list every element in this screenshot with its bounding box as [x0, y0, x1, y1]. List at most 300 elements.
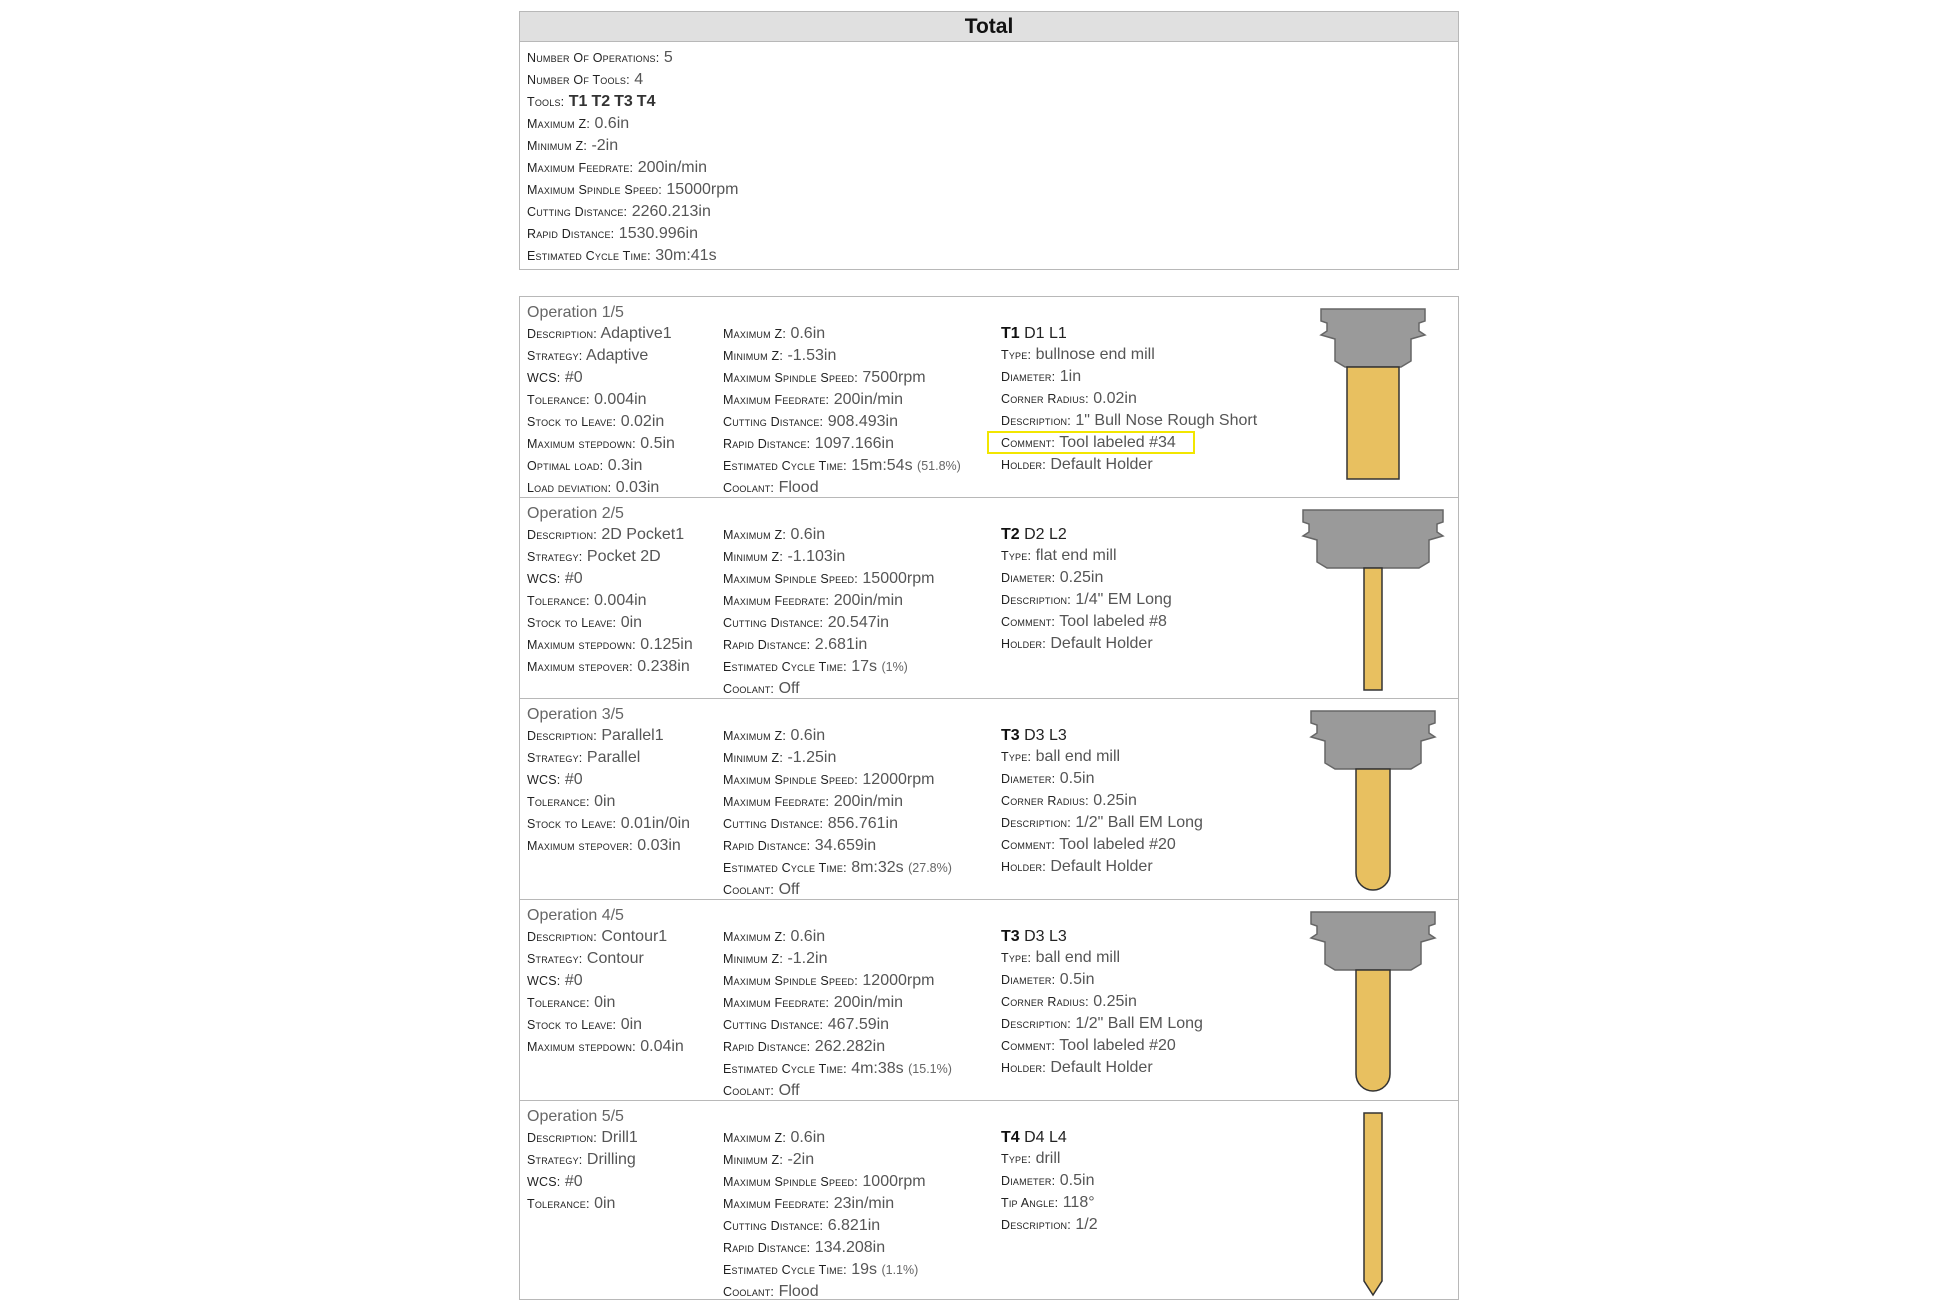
property-label: Type:: [1001, 348, 1032, 362]
property-value: 34.659in: [814, 837, 877, 854]
property-row: [1001, 991, 1203, 1013]
property-label: Maximum Feedrate:: [723, 1197, 830, 1211]
property-row: [723, 992, 952, 1014]
property-label: Holder:: [1001, 1061, 1046, 1075]
property-value: Contour: [586, 950, 644, 967]
property-label: Maximum Z:: [723, 327, 786, 341]
property-label: WCS:: [527, 974, 561, 988]
property-label: Maximum Spindle Speed:: [723, 572, 858, 586]
property-row: [723, 656, 934, 678]
property-value: 1000rpm: [862, 1173, 926, 1190]
property-row: [723, 455, 961, 477]
tool-info: [1001, 323, 1257, 476]
property-label: Estimated Cycle Time:: [723, 1263, 847, 1277]
cycle-time-percent: (51.8%): [917, 459, 961, 473]
property-value: Off: [778, 1082, 800, 1099]
property-value: 19s: [851, 1261, 877, 1278]
property-label: Holder:: [1001, 637, 1046, 651]
property-label: Tolerance:: [527, 393, 590, 407]
property-value: 8m:32s: [851, 859, 904, 876]
property-value: 1" Bull Nose Rough Short: [1075, 412, 1258, 429]
total-row: Minimum Z: -2in: [527, 137, 619, 154]
property-label: Corner Radius:: [1001, 995, 1089, 1009]
property-row: [1001, 947, 1203, 969]
cycle-time-percent: (27.8%): [908, 861, 952, 875]
property-label: Estimated Cycle Time:: [723, 459, 847, 473]
property-label: Maximum stepdown:: [527, 437, 636, 451]
property-value: Default Holder: [1050, 635, 1153, 652]
tool-dl: D3 L3: [1019, 928, 1067, 945]
property-value: Flood: [778, 1283, 819, 1300]
property-label: Maximum stepdown:: [527, 1040, 636, 1054]
property-value: 1/2" Ball EM Long: [1075, 814, 1203, 831]
property-label: Cutting Distance:: [723, 1018, 824, 1032]
tool-dl: D2 L2: [1019, 526, 1067, 543]
property-row: [527, 747, 690, 769]
property-value: 200in/min: [833, 994, 904, 1011]
property-label: Optimal load:: [527, 459, 604, 473]
property-value: 0.004in: [594, 592, 647, 609]
operation-block: [520, 699, 1458, 900]
property-value: Pocket 2D: [586, 548, 661, 565]
property-value: Off: [778, 680, 800, 697]
tool-number: T2: [1001, 526, 1020, 543]
property-label: Estimated Cycle Time:: [723, 861, 847, 875]
tool-ref: T2: [591, 93, 611, 110]
property-row: [527, 455, 675, 477]
property-row: [723, 1149, 926, 1171]
property-row: [723, 970, 952, 992]
property-value: 262.282in: [814, 1038, 886, 1055]
property-value: -2in: [787, 1151, 815, 1168]
property-label: Minimum Z:: [723, 952, 783, 966]
property-row: [527, 813, 690, 835]
property-label: Rapid Distance:: [723, 638, 811, 652]
tool-info: [1001, 926, 1203, 1079]
property-value: -1.2in: [787, 950, 828, 967]
property-row: [1001, 1192, 1098, 1214]
property-value: 0.5in: [1059, 971, 1095, 988]
property-value: 1in: [1059, 368, 1082, 385]
tool-number: T4: [1001, 1129, 1020, 1146]
property-value: 0.5in: [1059, 1172, 1095, 1189]
property-row: [527, 656, 693, 678]
property-value: 0.04in: [640, 1038, 684, 1055]
property-value: 0in: [594, 994, 616, 1011]
property-row: [1001, 366, 1257, 388]
operation-info: [527, 905, 684, 1058]
property-label: Minimum Z:: [723, 751, 783, 765]
property-value: 23in/min: [833, 1195, 895, 1212]
operation-info: [527, 704, 690, 857]
total-row: Maximum Feedrate: 200in/min: [527, 159, 708, 176]
property-row: [1001, 834, 1203, 856]
property-label: Coolant:: [723, 481, 775, 495]
property-row: [723, 1036, 952, 1058]
tool-heading: [1001, 524, 1172, 545]
operation-info: [527, 1106, 638, 1215]
operation-block: [520, 297, 1458, 498]
property-row: [723, 769, 952, 791]
property-label: Description:: [1001, 816, 1071, 830]
operation-info: [527, 302, 675, 499]
property-label: Maximum stepdown:: [527, 638, 636, 652]
total-title: Total: [520, 12, 1458, 42]
property-label: Description:: [527, 729, 597, 743]
tool-info: [1001, 524, 1172, 655]
property-value: Contour1: [601, 928, 668, 945]
operation-title: Operation 3/5: [527, 706, 624, 723]
property-row: [723, 835, 952, 857]
property-row: [1001, 545, 1172, 567]
property-value: Drilling: [586, 1151, 636, 1168]
operation-block: [520, 498, 1458, 699]
property-value: ball end mill: [1035, 949, 1121, 966]
property-row: [527, 926, 684, 948]
property-row: [723, 857, 952, 879]
property-value: 0in: [620, 1016, 643, 1033]
property-row: [1001, 969, 1203, 991]
property-row: [527, 1127, 638, 1149]
operation-title: Operation 5/5: [527, 1108, 624, 1125]
property-value: #0: [564, 1173, 583, 1190]
property-value: #0: [564, 972, 583, 989]
property-row: [527, 769, 690, 791]
property-label: Description:: [527, 327, 597, 341]
property-label: Strategy:: [527, 1153, 583, 1167]
cycle-time-percent: (1.1%): [881, 1263, 919, 1277]
property-row: [527, 546, 693, 568]
end-mill-tool-icon: [1298, 703, 1448, 895]
property-value: 1/4" EM Long: [1075, 591, 1172, 608]
property-row: [723, 1193, 926, 1215]
total-body: [520, 42, 1458, 269]
property-label: Holder:: [1001, 860, 1046, 874]
property-row: [723, 879, 952, 901]
property-row: [1001, 432, 1257, 454]
property-value: #0: [564, 570, 583, 587]
property-row: [1001, 746, 1203, 768]
property-value: 7500rpm: [862, 369, 926, 386]
property-row: [527, 367, 675, 389]
property-row: [527, 477, 675, 499]
property-label: WCS:: [527, 773, 561, 787]
property-value: 6.821in: [827, 1217, 881, 1234]
tool-number: T3: [1001, 928, 1020, 945]
property-label: Cutting Distance:: [723, 817, 824, 831]
property-value: 15000rpm: [862, 570, 935, 587]
property-label: Rapid Distance:: [723, 1040, 811, 1054]
property-label: Tolerance:: [527, 996, 590, 1010]
property-row: [723, 433, 961, 455]
operation-stats: [723, 1127, 926, 1303]
tool-heading: [1001, 1127, 1098, 1148]
total-row: Number Of Operations: 5: [527, 49, 673, 66]
property-label: Comment:: [1001, 436, 1056, 450]
property-row: [723, 345, 961, 367]
property-row: [723, 1171, 926, 1193]
total-row: Number Of Tools: 4: [527, 71, 644, 88]
property-row: [723, 1080, 952, 1102]
tool-ref: T4: [636, 93, 656, 110]
property-value: Tool labeled #8: [1059, 613, 1167, 630]
property-value: 0.3in: [607, 457, 643, 474]
property-row: [723, 524, 934, 546]
property-row: [527, 568, 693, 590]
property-row: [723, 926, 952, 948]
property-row: [1001, 344, 1257, 366]
property-value: 0.5in: [640, 435, 675, 452]
property-value: 0.6in: [790, 928, 826, 945]
property-row: [527, 389, 675, 411]
property-label: WCS:: [527, 371, 561, 385]
property-row: [1001, 611, 1172, 633]
property-value: Drill1: [601, 1129, 638, 1146]
property-row: [527, 1193, 638, 1215]
property-value: 200in/min: [833, 391, 904, 408]
property-row: [527, 970, 684, 992]
property-label: Description:: [1001, 593, 1071, 607]
property-row: [723, 1259, 926, 1281]
property-row: [527, 1014, 684, 1036]
property-value: 856.761in: [827, 815, 898, 832]
tool-info: [1001, 1127, 1098, 1236]
property-label: Coolant:: [723, 883, 775, 897]
property-value: -1.103in: [787, 548, 846, 565]
property-row: [723, 1058, 952, 1080]
property-label: Holder:: [1001, 458, 1046, 472]
property-value: Tool labeled #20: [1059, 1037, 1176, 1054]
property-value: 0.03in: [637, 837, 681, 854]
property-row: [1001, 1148, 1098, 1170]
property-value: 0.125in: [640, 636, 693, 653]
property-label: Comment:: [1001, 838, 1056, 852]
property-row: [723, 1215, 926, 1237]
tool-ref: T3: [614, 93, 633, 110]
property-label: Minimum Z:: [723, 349, 783, 363]
property-label: Stock to Leave:: [527, 415, 617, 429]
property-value: 0.25in: [1093, 993, 1137, 1010]
property-label: Stock to Leave:: [527, 616, 617, 630]
property-row: [527, 590, 693, 612]
property-label: Strategy:: [527, 751, 583, 765]
property-label: Tip Angle:: [1001, 1196, 1059, 1210]
property-value: 17s: [851, 658, 877, 675]
property-label: Maximum Z:: [723, 528, 786, 542]
end-mill-tool-icon: [1298, 502, 1448, 694]
property-value: #0: [564, 369, 583, 386]
property-value: 0.6in: [790, 526, 826, 543]
property-label: Strategy:: [527, 349, 583, 363]
property-row: [723, 948, 952, 970]
property-row: [527, 725, 690, 747]
property-label: Coolant:: [723, 1084, 775, 1098]
property-label: Diameter:: [1001, 1174, 1056, 1188]
property-row: [723, 678, 934, 700]
property-row: [1001, 812, 1203, 834]
property-value: 908.493in: [827, 413, 898, 430]
property-value: Off: [778, 881, 800, 898]
property-row: [527, 524, 693, 546]
property-row: [1001, 768, 1203, 790]
property-row: [1001, 589, 1172, 611]
property-value: Tool labeled #20: [1059, 836, 1176, 853]
property-row: [527, 1171, 638, 1193]
property-value: 12000rpm: [862, 972, 935, 989]
property-label: Minimum Z:: [723, 1153, 783, 1167]
property-row: [1001, 410, 1257, 432]
tool-dl: D3 L3: [1019, 727, 1067, 744]
tool-number: T3: [1001, 727, 1020, 744]
property-value: Flood: [778, 479, 819, 496]
property-value: -1.25in: [787, 749, 837, 766]
total-panel: [519, 11, 1459, 270]
property-label: Cutting Distance:: [723, 1219, 824, 1233]
property-label: Description:: [1001, 414, 1071, 428]
property-label: Comment:: [1001, 615, 1056, 629]
property-row: [1001, 790, 1203, 812]
property-label: Estimated Cycle Time:: [723, 660, 847, 674]
operation-stats: [723, 725, 952, 901]
property-label: Diameter:: [1001, 973, 1056, 987]
property-value: #0: [564, 771, 583, 788]
property-label: Maximum Spindle Speed:: [723, 1175, 858, 1189]
total-row: Maximum Spindle Speed: 15000rpm: [527, 181, 739, 198]
property-label: Maximum Z:: [723, 1131, 786, 1145]
property-value: flat end mill: [1035, 547, 1117, 564]
property-value: 0.02in: [1093, 390, 1137, 407]
property-label: Rapid Distance:: [723, 437, 811, 451]
property-label: Tolerance:: [527, 594, 590, 608]
property-row: [527, 345, 675, 367]
property-row: [723, 367, 961, 389]
property-label: Strategy:: [527, 952, 583, 966]
property-label: Maximum Feedrate:: [723, 996, 830, 1010]
property-row: [527, 1149, 638, 1171]
property-row: [723, 546, 934, 568]
property-value: 0in: [594, 793, 616, 810]
property-value: 200in/min: [833, 793, 904, 810]
tool-info: [1001, 725, 1203, 878]
property-label: Description:: [1001, 1017, 1071, 1031]
property-value: 0.004in: [594, 391, 647, 408]
tool-number: T1: [1001, 325, 1020, 342]
property-label: Coolant:: [723, 1285, 775, 1299]
property-value: Default Holder: [1050, 1059, 1153, 1076]
property-row: [527, 835, 690, 857]
property-label: Type:: [1001, 1152, 1032, 1166]
property-value: 4m:38s: [851, 1060, 904, 1077]
property-row: [1001, 1170, 1098, 1192]
property-row: [527, 1036, 684, 1058]
property-row: [723, 477, 961, 499]
cycle-time-percent: (1%): [881, 660, 908, 674]
property-label: Cutting Distance:: [723, 616, 824, 630]
property-value: drill: [1035, 1150, 1061, 1167]
property-label: WCS:: [527, 572, 561, 586]
property-row: [723, 389, 961, 411]
total-tools-row: Tools: T1 T2 T3 T4: [527, 93, 656, 110]
property-value: 467.59in: [827, 1016, 890, 1033]
property-value: 0.5in: [1059, 770, 1095, 787]
property-row: [1001, 388, 1257, 410]
property-label: Strategy:: [527, 550, 583, 564]
property-row: [723, 590, 934, 612]
property-label: Diameter:: [1001, 772, 1056, 786]
property-row: [527, 634, 693, 656]
property-row: [527, 992, 684, 1014]
property-value: 0.03in: [615, 479, 660, 496]
operation-title: Operation 2/5: [527, 505, 624, 522]
property-row: [723, 568, 934, 590]
property-value: 12000rpm: [862, 771, 935, 788]
property-value: Default Holder: [1050, 858, 1153, 875]
property-label: Stock to Leave:: [527, 817, 617, 831]
property-label: Maximum Z:: [723, 930, 786, 944]
property-label: Type:: [1001, 549, 1032, 563]
property-label: Maximum Feedrate:: [723, 594, 830, 608]
property-label: Type:: [1001, 951, 1032, 965]
property-value: 1/2: [1075, 1216, 1098, 1233]
property-value: 2.681in: [814, 636, 868, 653]
total-row: Cutting Distance: 2260.213in: [527, 203, 711, 220]
property-value: 0.01in/0in: [620, 815, 691, 832]
property-row: [723, 1127, 926, 1149]
property-row: [723, 1281, 926, 1303]
property-value: 0in: [594, 1195, 616, 1212]
property-row: [527, 411, 675, 433]
property-label: Corner Radius:: [1001, 794, 1089, 808]
property-label: Description:: [527, 930, 597, 944]
property-value: Parallel1: [601, 727, 664, 744]
property-value: 134.208in: [814, 1239, 886, 1256]
property-value: 0in: [620, 614, 643, 631]
drill-tool-icon: [1298, 1105, 1448, 1297]
operation-stats: [723, 323, 961, 499]
property-row: [527, 791, 690, 813]
property-row: [723, 323, 961, 345]
tool-heading: [1001, 725, 1203, 746]
property-value: 118°: [1062, 1194, 1095, 1211]
property-value: -1.53in: [787, 347, 837, 364]
property-label: Minimum Z:: [723, 550, 783, 564]
property-row: [1001, 633, 1172, 655]
end-mill-tool-icon: [1298, 904, 1448, 1096]
property-row: [527, 433, 675, 455]
property-row: [527, 612, 693, 634]
tool-heading: [1001, 926, 1203, 947]
property-value: 0.6in: [790, 325, 826, 342]
property-label: Rapid Distance:: [723, 839, 811, 853]
property-row: [723, 791, 952, 813]
total-row: Maximum Z: 0.6in: [527, 115, 630, 132]
property-value: Default Holder: [1050, 456, 1153, 473]
tool-dl: D4 L4: [1019, 1129, 1067, 1146]
operation-title: Operation 1/5: [527, 304, 624, 321]
property-label: Load deviation:: [527, 481, 612, 495]
property-label: Maximum stepover:: [527, 660, 633, 674]
tool-ref: T1: [568, 93, 588, 110]
property-label: Tolerance:: [527, 795, 590, 809]
property-row: [723, 1014, 952, 1036]
total-row: Estimated Cycle Time: 30m:41s: [527, 247, 717, 264]
property-label: Estimated Cycle Time:: [723, 1062, 847, 1076]
property-value: 200in/min: [833, 592, 904, 609]
property-value: Parallel: [586, 749, 641, 766]
property-row: [1001, 1057, 1203, 1079]
property-row: [723, 634, 934, 656]
property-row: [1001, 1013, 1203, 1035]
